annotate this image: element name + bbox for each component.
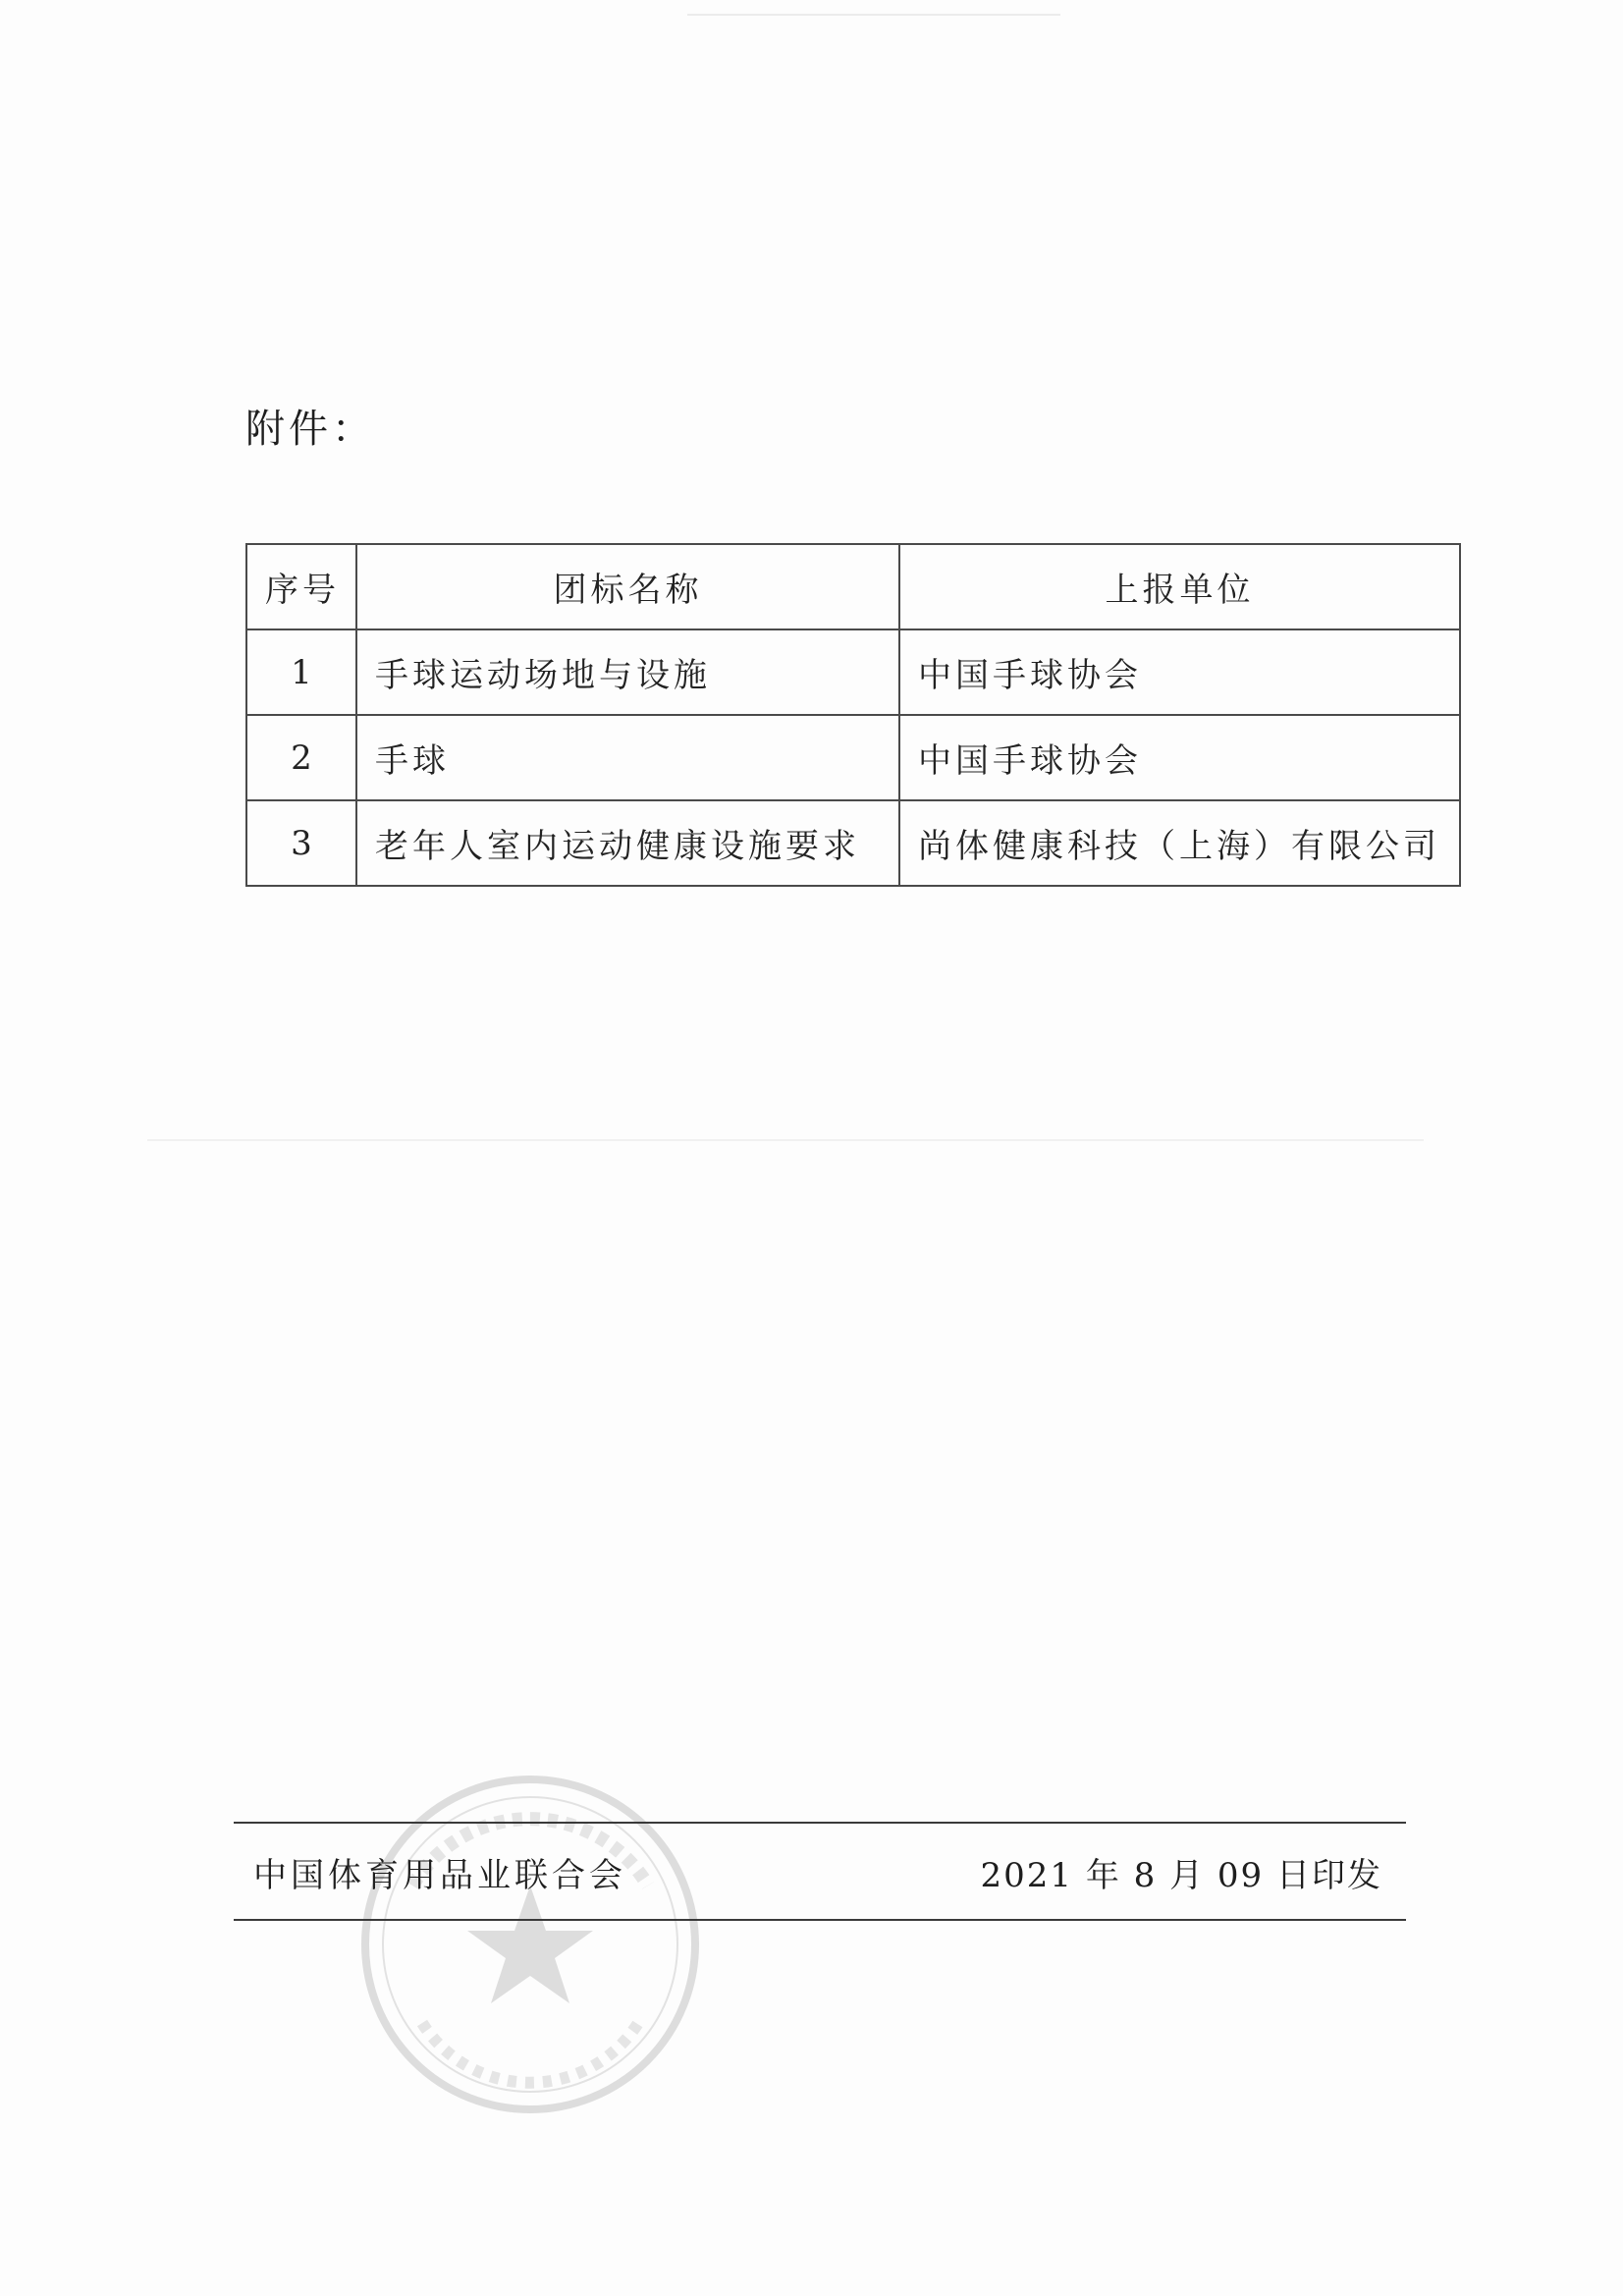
scan-artifact-line [147,1139,1424,1141]
footer-top-rule [234,1822,1406,1824]
row-reporting-unit: 尚体健康科技（上海）有限公司 [899,800,1460,886]
table-row [246,715,1460,800]
header-serial-number: 序号 [246,544,356,629]
issue-date: 2021 年 8 月 09 日印发 [980,1856,1382,1895]
official-seal-icon [353,1768,707,2121]
row-reporting-unit: 中国手球协会 [899,715,1460,800]
footer-bottom-rule [234,1919,1406,1921]
row-standard-name: 老年人室内运动健康设施要求 [356,800,899,886]
scan-artifact-line [687,14,1060,16]
table-row [246,629,1460,715]
header-standard-name: 团标名称 [356,544,899,629]
table-row [246,800,1460,886]
row-reporting-unit: 中国手球协会 [899,629,1460,715]
row-serial-number: 2 [246,715,356,800]
standards-table [245,543,1461,887]
row-serial-number: 1 [246,629,356,715]
table-header-row [246,544,1460,629]
header-reporting-unit: 上报单位 [899,544,1460,629]
row-standard-name: 手球 [356,715,899,800]
issuer-name: 中国体育用品业联合会 [253,1856,626,1895]
attachment-label: 附件： [245,407,375,452]
row-serial-number: 3 [246,800,356,886]
row-standard-name: 手球运动场地与设施 [356,629,899,715]
